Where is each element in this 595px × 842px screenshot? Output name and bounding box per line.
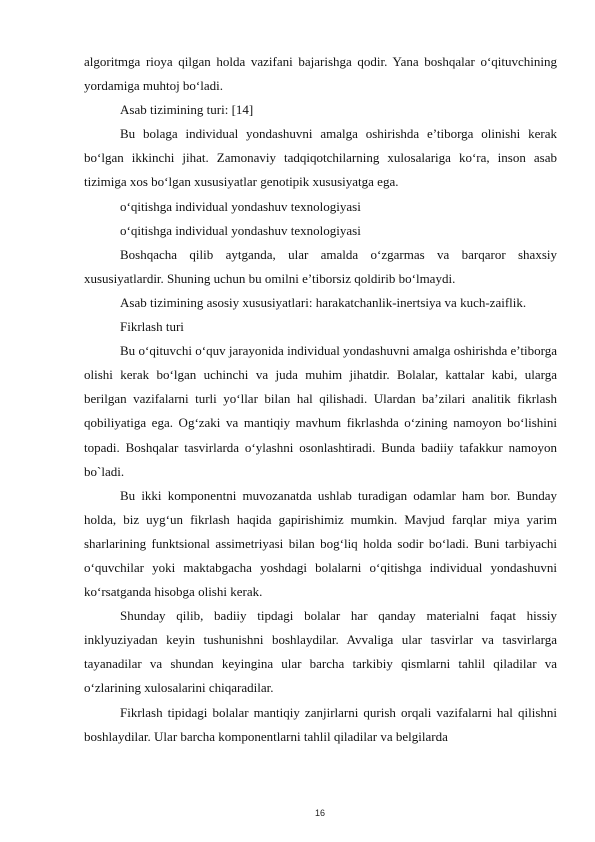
- page-body: [84, 50, 557, 749]
- page-number: 16: [314, 808, 325, 818]
- paragraph: Asab tizimining asosiy xususiyatlari: harakatchanlik-inertsiya va kuch-zaiflik.: [120, 294, 527, 310]
- paragraph: Bu ikki komponentni muvozanatda ushlab turadigan odamlar ham bor. Bunday holda, biz uyg‘un fikrlash haqida gapirishimiz mumkin. Mavjud farqlar miya yarim sharlarining funktsional assimetriyasi bilan bog‘liq holda sodir bo‘ladi. Buni tarbiyachi o‘quvchilar yoki maktabgacha yoshdagi bolalarni o‘qitishga individual yondashuvni ko‘rsatganda hisobga olishi kerak.: [84, 487, 557, 600]
- paragraph: Shunday qilib, badiiy tipdagi bolalar har qanday materialni faqat hissiy inklyuziyadan keyin tushunishni boshlaydilar. Avvaliga ular tasvirlar va tasvirlarga tayanadilar va shundan keyingina ular barcha tarkibiy qismlarni tahlil qiladilar va o‘zlarining xulosalarini chiqaradilar.: [84, 608, 557, 696]
- paragraph: Fikrlash tipidagi bolalar mantiqiy zanjirlarni qurish orqali vazifalarni hal qilishni boshlaydilar. Ular barcha komponentlarni tahlil qiladilar va belgilarda: [84, 704, 557, 744]
- paragraph-technology-heading-repeat: o‘qitishga individual yondashuv texnologiyasi: [120, 222, 361, 238]
- paragraph-continuation: algoritmga rioya qilgan holda vazifani bajarishga qodir. Yana boshqalar o‘qituvchining yordamiga muhtoj bo‘ladi.: [84, 54, 557, 94]
- paragraph-nervous-system-heading: Asab tizimining turi: [14]: [120, 102, 254, 118]
- paragraph: Bu o‘qituvchi o‘quv jarayonida individual yondashuvni amalga oshirishda e’tiborga olishi kerak bo‘lgan uchinchi va juda muhim jihatdir. Bolalar, kattalar kabi, ularga berilgan vazifalarni turli yo‘llar bilan hal qilishadi. Ulardan ba’zilari analitik fikrlash qobiliyatiga ega. Og‘zaki va mantiqiy mavhum fikrlashda o‘zining namoyon bo‘lishini topadi. Boshqalar tasvirlarda o‘ylashni osonlashtiradi. Bunda badiiy tafakkur namoyon bo`ladi.: [84, 343, 557, 479]
- paragraph-thinking-type-heading: Fikrlash turi: [120, 319, 184, 335]
- paragraph: Boshqacha qilib aytganda, ular amalda o‘zgarmas va barqaror shaxsiy xususiyatlardir. Shuning uchun bu omilni e’tiborsiz qoldirib bo‘lmaydi.: [84, 246, 557, 286]
- paragraph-technology-heading: o‘qitishga individual yondashuv texnologiyasi: [120, 198, 361, 214]
- paragraph: Bu bolaga individual yondashuvni amalga oshirishda e’tiborga olinishi kerak bo‘lgan ikkinchi jihat. Zamonaviy tadqiqotchilarning xulosalariga ko‘ra, inson asab tizimiga xos bo‘lgan xususiyatlar genotipik xususiyatga ega.: [84, 126, 557, 190]
